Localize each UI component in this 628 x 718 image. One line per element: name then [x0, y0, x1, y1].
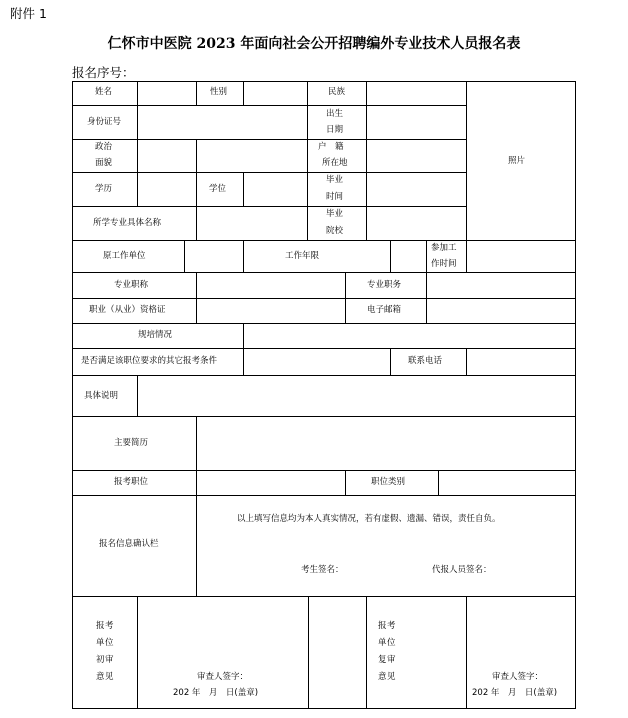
- initial-reviewer-signature: 审查人签字：: [197, 672, 249, 682]
- initial-review-char: 报: [96, 621, 105, 631]
- label-political-2: 面貌: [95, 158, 113, 168]
- label-phone: 联系电话: [408, 356, 443, 366]
- label-former-employer: 原工作单位: [103, 251, 146, 261]
- label-major: 所学专业具体名称: [93, 218, 162, 228]
- label-household-1: 户 籍: [318, 142, 344, 152]
- proxy-signature-label: 代报人员签名：: [432, 565, 492, 575]
- label-grad-school-1: 毕业: [326, 209, 344, 219]
- initial-review-char: 意: [96, 672, 105, 682]
- label-name: 姓名: [95, 87, 113, 97]
- final-reviewer-signature: 审查人签字：: [492, 672, 544, 682]
- label-details: 具体说明: [84, 391, 119, 401]
- final-review-char: 复: [378, 655, 387, 665]
- label-work-start-2: 作时间: [431, 259, 457, 269]
- attachment-label: 附件 1: [10, 6, 47, 21]
- label-birth-1: 出生: [326, 109, 344, 119]
- label-birth-2: 日期: [326, 125, 344, 135]
- initial-review-char: 位: [105, 638, 114, 648]
- final-review-char: 见: [387, 672, 396, 682]
- final-review-char: 意: [378, 672, 387, 682]
- final-review-char: 审: [387, 655, 396, 665]
- initial-review-char: 初: [96, 655, 105, 665]
- label-resume: 主要简历: [114, 438, 149, 448]
- initial-review-char: 见: [105, 672, 114, 682]
- form-title: 仁怀市中医院 2023 年面向社会公开招聘编外专业技术人员报名表: [107, 36, 521, 52]
- label-qualification: 职业（从业）资格证: [89, 305, 166, 315]
- initial-review-date: 202 年 月 日(盖章): [173, 688, 259, 698]
- label-gender: 性别: [210, 87, 228, 97]
- final-review-date: 202 年 月 日(盖章): [472, 688, 558, 698]
- label-training: 规培情况: [138, 330, 173, 340]
- label-grad-time-1: 毕业: [326, 175, 344, 185]
- final-review-char: 位: [387, 638, 396, 648]
- photo-box-label: 照片: [508, 156, 526, 166]
- label-email: 电子邮箱: [367, 305, 402, 315]
- label-other-conditions: 是否满足该职位要求的其它报考条件: [81, 356, 218, 366]
- final-review-char: 报: [378, 621, 387, 631]
- initial-review-char: 考: [105, 621, 114, 631]
- initial-review-char: 审: [105, 655, 114, 665]
- declaration-text: 以上填写信息均为本人真实情况，若有虚假、遗漏、错误，责任自负。: [237, 514, 501, 524]
- initial-review-char: 单: [96, 638, 105, 648]
- label-prof-position: 专业职务: [367, 280, 402, 290]
- label-political-1: 政治: [95, 142, 113, 152]
- label-apply-position: 报考职位: [114, 477, 149, 487]
- final-review-char: 单: [378, 638, 387, 648]
- label-degree: 学位: [209, 184, 227, 194]
- label-work-years: 工作年限: [285, 251, 320, 261]
- label-ethnicity: 民族: [328, 87, 346, 97]
- label-grad-school-2: 院校: [326, 226, 344, 236]
- label-confirm: 报名信息确认栏: [99, 539, 159, 549]
- final-review-char: 考: [387, 621, 396, 631]
- applicant-signature-label: 考生签名：: [301, 565, 344, 575]
- label-household-2: 所在地: [322, 158, 348, 168]
- label-education: 学历: [95, 184, 113, 194]
- label-id-number: 身份证号: [87, 117, 122, 127]
- label-work-start-1: 参加工: [431, 243, 457, 253]
- label-grad-time-2: 时间: [326, 192, 344, 202]
- label-prof-title: 专业职称: [114, 280, 149, 290]
- label-position-type: 职位类别: [371, 477, 406, 487]
- registration-number-label: 报名序号：: [72, 65, 135, 80]
